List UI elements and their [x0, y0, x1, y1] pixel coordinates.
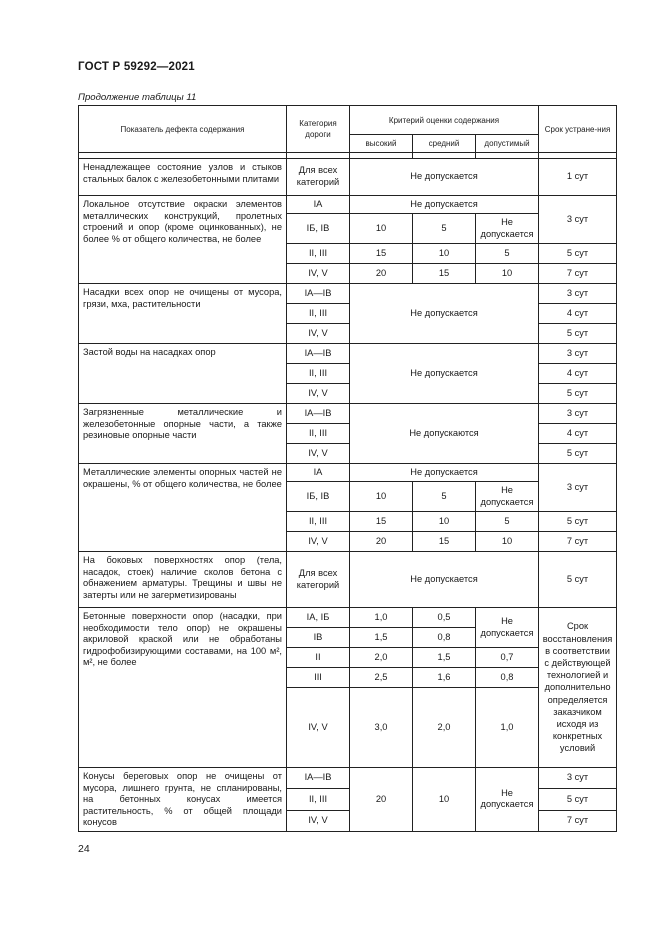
acceptable-cell: 0,7 — [476, 648, 539, 668]
high-cell: 10 — [350, 214, 413, 244]
deadline-cell: 5 сут — [539, 789, 617, 810]
deadline-cell: 7 сут — [539, 532, 617, 552]
acceptable-cell: Не допускается — [476, 214, 539, 244]
col-header-medium: средний — [413, 135, 476, 153]
deadline-cell: 7 сут — [539, 264, 617, 284]
indicator-text: Застой воды на насадках опор — [79, 344, 287, 404]
table-row — [79, 552, 617, 608]
medium-cell: 10 — [413, 512, 476, 532]
table-row — [79, 159, 617, 196]
col-header-indicator: Показатель дефекта содержания — [79, 106, 287, 153]
table-row — [79, 196, 617, 214]
criteria-cell: Не допускается — [350, 284, 539, 344]
acceptable-cell: 1,0 — [476, 688, 539, 768]
category-cell: IV, V — [287, 810, 350, 831]
col-header-high: высокий — [350, 135, 413, 153]
medium-cell: 0,5 — [413, 608, 476, 628]
category-cell: II, III — [287, 512, 350, 532]
category-cell: IV, V — [287, 384, 350, 404]
table-row — [79, 608, 617, 628]
category-cell: IV, V — [287, 688, 350, 768]
high-cell: 15 — [350, 244, 413, 264]
high-cell: 20 — [350, 768, 413, 832]
col-header-category: Категория дороги — [287, 106, 350, 153]
acceptable-cell: Не допускается — [476, 768, 539, 832]
indicator-text: Загрязненные металлические и железобетонные опорные части, а также резиновые опорные части — [79, 404, 287, 464]
table-row — [79, 404, 617, 424]
acceptable-cell: 0,8 — [476, 668, 539, 688]
deadline-cell: 7 сут — [539, 810, 617, 831]
defects-table — [78, 105, 617, 832]
indicator-text: Конусы береговых опор не очищены от мусора, лишнего грунта, не спланированы, на бетонных конусах имеется растительность, % от общей площади конусов — [79, 768, 287, 832]
col-header-acceptable: допустимый — [476, 135, 539, 153]
medium-cell: 15 — [413, 264, 476, 284]
high-cell: 3,0 — [350, 688, 413, 768]
deadline-cell: 5 сут — [539, 384, 617, 404]
category-cell: IB — [287, 628, 350, 648]
medium-cell: 1,5 — [413, 648, 476, 668]
category-cell: III — [287, 668, 350, 688]
deadline-cell: 3 сут — [539, 284, 617, 304]
category-cell: II — [287, 648, 350, 668]
deadline-cell: 3 сут — [539, 768, 617, 789]
criteria-cell: Не допускается — [350, 196, 539, 214]
deadline-cell: 1 сут — [539, 159, 617, 196]
deadline-cell: 5 сут — [539, 444, 617, 464]
acceptable-cell: 10 — [476, 532, 539, 552]
criteria-cell: Не допускается — [350, 159, 539, 196]
criteria-cell: Не допускается — [350, 344, 539, 404]
category-cell: II, III — [287, 364, 350, 384]
medium-cell: 1,6 — [413, 668, 476, 688]
category-cell: II, III — [287, 424, 350, 444]
deadline-cell: 3 сут — [539, 464, 617, 512]
indicator-text-main: Бетонные поверхности опор (насадки, при необходимости тело опор) не окрашены акриловой краской или не обработаны гидрофобизирующими составами, на 100 м², м², не более — [83, 611, 282, 668]
high-cell: 20 — [350, 264, 413, 284]
category-cell: IA—IB — [287, 284, 350, 304]
medium-cell: 10 — [413, 244, 476, 264]
high-cell: 10 — [350, 482, 413, 512]
high-cell: 1,5 — [350, 628, 413, 648]
category-cell: IA—IB — [287, 768, 350, 789]
category-cell: II, III — [287, 789, 350, 810]
col-header-deadline: Срок устране-ния — [539, 106, 617, 153]
category-cell: II, III — [287, 244, 350, 264]
deadline-cell: 3 сут — [539, 344, 617, 364]
criteria-cell: Не допускаются — [350, 404, 539, 464]
category-cell: IA—IB — [287, 404, 350, 424]
high-cell: 2,0 — [350, 648, 413, 668]
medium-cell: 2,0 — [413, 688, 476, 768]
category-cell: IA — [287, 464, 350, 482]
medium-cell: 15 — [413, 532, 476, 552]
indicator-text: На боковых поверхностях опор (тела, насадок, стоек) наличие сколов бетона с обнажением арматуры. Трещины и швы не затерты или не загерметизированы — [79, 552, 287, 608]
table-continuation-caption: Продолжение таблицы 11 — [78, 92, 197, 103]
category-cell: IV, V — [287, 444, 350, 464]
high-cell: 2,5 — [350, 668, 413, 688]
deadline-cell: 4 сут — [539, 304, 617, 324]
category-cell: IV, V — [287, 264, 350, 284]
indicator-text: Ненадлежащее состояние узлов и стыков стальных балок с железобетонными плитами — [79, 159, 287, 196]
deadline-cell: 4 сут — [539, 424, 617, 444]
criteria-cell: Не допускается — [350, 552, 539, 608]
category-cell: II, III — [287, 304, 350, 324]
deadline-cell: 5 сут — [539, 324, 617, 344]
acceptable-cell: 5 — [476, 512, 539, 532]
deadline-cell: 4 сут — [539, 364, 617, 384]
table-row — [79, 768, 617, 789]
deadline-cell: Срок восстановления в соответствии с действующей технологией и дополнительно определяется заказчиком исходя из конкретных условий — [539, 608, 617, 768]
indicator-text: Локальное отсутствие окраски элементов металлических конструкций, пролетных строений и опор (кроме оцинкованных), не более % от общего количества, не более — [79, 196, 287, 284]
standard-number: ГОСТ Р 59292—2021 — [78, 61, 195, 73]
category-cell: IA — [287, 196, 350, 214]
high-cell: 1,0 — [350, 608, 413, 628]
indicator-text — [79, 608, 287, 768]
medium-cell: 10 — [413, 768, 476, 832]
category-cell: IV, V — [287, 324, 350, 344]
acceptable-cell: 5 — [476, 244, 539, 264]
category-cell: IA—IB — [287, 344, 350, 364]
acceptable-cell: Не допускается — [476, 608, 539, 648]
table-row — [79, 344, 617, 364]
deadline-cell: 5 сут — [539, 244, 617, 264]
medium-cell: 0,8 — [413, 628, 476, 648]
category-cell: IA, IБ — [287, 608, 350, 628]
high-cell: 20 — [350, 532, 413, 552]
deadline-cell: 5 сут — [539, 512, 617, 532]
category-cell: IБ, IB — [287, 214, 350, 244]
category-cell: Для всех категорий — [287, 552, 350, 608]
acceptable-cell: Не допускается — [476, 482, 539, 512]
deadline-cell: 3 сут — [539, 196, 617, 244]
medium-cell: 5 — [413, 214, 476, 244]
criteria-cell: Не допускается — [350, 464, 539, 482]
medium-cell: 5 — [413, 482, 476, 512]
col-header-criteria: Критерий оценки содержания — [350, 106, 539, 135]
category-cell: Для всех категорий — [287, 159, 350, 196]
deadline-cell: 3 сут — [539, 404, 617, 424]
high-cell: 15 — [350, 512, 413, 532]
deadline-cell: 5 сут — [539, 552, 617, 608]
table-row — [79, 464, 617, 482]
table-row — [79, 284, 617, 304]
acceptable-cell: 10 — [476, 264, 539, 284]
page-number: 24 — [78, 843, 90, 855]
category-cell: IV, V — [287, 532, 350, 552]
category-cell: IБ, IB — [287, 482, 350, 512]
indicator-text: Насадки всех опор не очищены от мусора, грязи, мха, растительности — [79, 284, 287, 344]
indicator-text: Металлические элементы опорных частей не окрашены, % от общего количества, не более — [79, 464, 287, 552]
